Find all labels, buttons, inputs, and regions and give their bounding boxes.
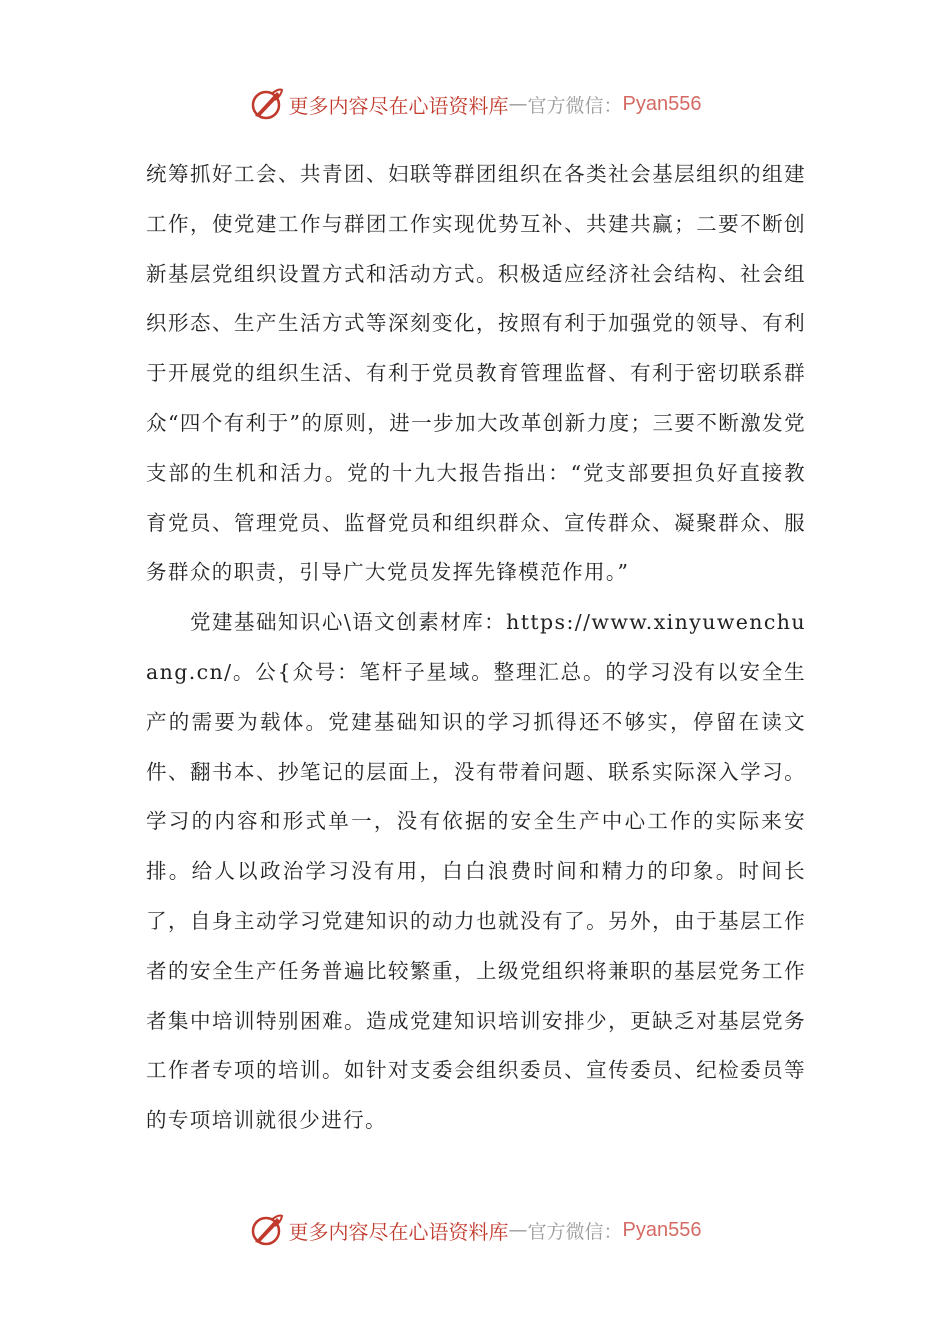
paragraph: 统筹抓好工会、共青团、妇联等群团组织在各类社会基层组织的组建工作，使党建工作与群团工作实现优势互补、共建共赢；二要不断创新基层党组织设置方式和活动方式。积极适应经济社会结构、社会组织形态、生产生活方式等深刻变化，按照有利于加强党的领导、有利于开展党的组织生活、有利于党员教育管理监督、有利于密切联系群众“四个有利于”的原则，进一步加大改革创新力度；三要不断激发党支部的生机和活力。党的十九大报告指出：“党支部要担负好直接教育党员、管理党员、监督党员和组织群众、宣传群众、凝聚群众、服务群众的职责，引导广大党员发挥先锋模范作用。” — [146, 162, 806, 585]
banner-wechat-id: Pyan556 — [622, 1218, 702, 1241]
quill-logo-icon — [249, 86, 285, 122]
footer-banner — [0, 1210, 950, 1250]
banner-title: 更多内容尽在心语资料库 — [288, 1219, 509, 1244]
banner-subtitle: 官方微信： — [527, 94, 623, 117]
document-body — [146, 150, 806, 1146]
banner-dash: — — [508, 1219, 528, 1241]
banner-subtitle: 官方微信： — [527, 1220, 623, 1243]
banner-title: 更多内容尽在心语资料库 — [288, 93, 509, 118]
paragraph: 党建基础知识心\语文创素材库：https://www.xinyuwenchuang.cn/。公{众号：笔杆子星域。整理汇总。的学习没有以安全生产的需要为载体。党建基础知识的学习抓得还不够实，停留在读文件、翻书本、抄笔记的层面上，没有带着问题、联系实际深入学习。学习的内容和形式单一，没有依据的安全生产中心工作的实际来安排。给人以政治学习没有用，白白浪费时间和精力的印象。时间长了，自身主动学习党建知识的动力也就没有了。另外，由于基层工作者的安全生产任务普遍比较繁重，上级党组织将兼职的基层党务工作者集中培训特别困难。造成党建知识培训安排少，更缺乏对基层党务工作者专项的培训。如针对支委会组织委员、宣传委员、纪检委员等的专项培训就很少进行。 — [146, 610, 806, 1133]
header-banner — [0, 84, 950, 124]
quill-logo-icon — [249, 1212, 285, 1248]
banner-wechat-id: Pyan556 — [622, 92, 702, 115]
banner-dash: — — [508, 93, 528, 115]
